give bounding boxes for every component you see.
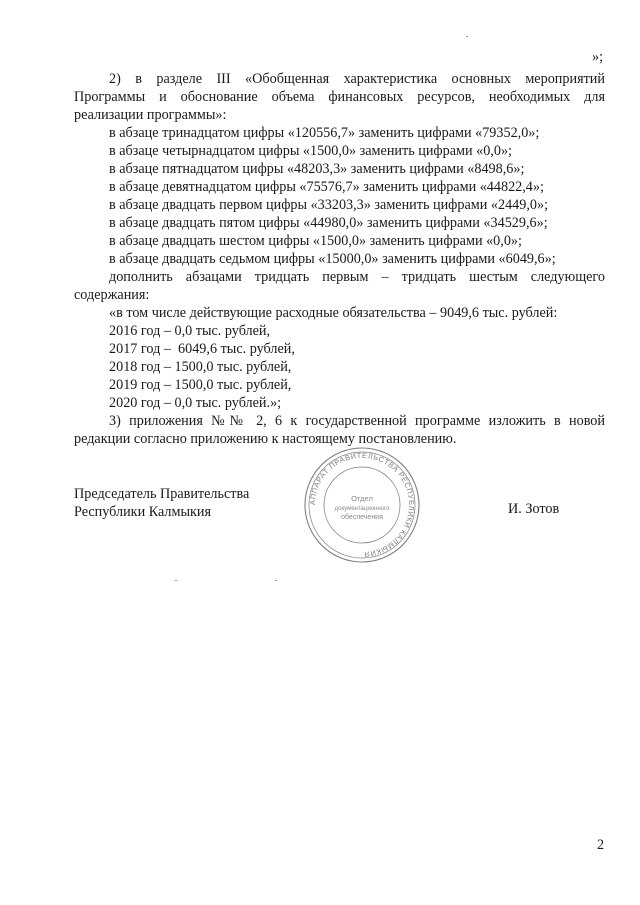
stamp-seal-graphic: [302, 445, 422, 565]
paragraph-line: в абзаце тринадцатом цифры «120556,7» заменить цифрами «79352,0»;: [109, 125, 540, 141]
paragraph-line: 2) в разделе III «Обобщенная характеристика основных мероприятий: [109, 71, 605, 87]
paragraph-line: 2018 год – 1500,0 тыс. рублей,: [109, 359, 292, 375]
paragraph-line: в абзаце двадцать седьмом цифры «15000,0» заменить цифрами «6049,6»;: [109, 251, 556, 267]
scan-speck: [175, 580, 177, 581]
official-stamp: [302, 445, 422, 565]
paragraph-line: 2019 год – 1500,0 тыс. рублей,: [109, 377, 292, 393]
paragraph-line: редакции согласно приложению к настоящему постановлению.: [74, 431, 457, 447]
signatory-name: И. Зотов: [508, 501, 560, 517]
paragraph-line: в абзаце двадцать первом цифры «33203,3» заменить цифрами «2449,0»;: [109, 197, 549, 213]
paragraph-line: содержания:: [74, 287, 150, 303]
closing-quote: »;: [592, 49, 604, 65]
paragraph-line: в абзаце двадцать пятом цифры «44980,0» заменить цифрами «34529,6»;: [109, 215, 548, 231]
signatory-title: Председатель Правительства: [74, 486, 250, 502]
paragraph-line: реализации программы»:: [74, 107, 227, 123]
svg-text:АППАРАТ ПРАВИТЕЛЬСТВА РЕСПУБЛИ: АППАРАТ ПРАВИТЕЛЬСТВА РЕСПУБЛИКИ КАЛМЫКИЯ: [307, 450, 417, 560]
paragraph-line: 3) приложения №№ 2, 6 к государственной программе изложить в новой: [109, 413, 605, 429]
scan-speck: [466, 36, 468, 37]
paragraph-line: в абзаце пятнадцатом цифры «48203,3» заменить цифрами «8498,6»;: [109, 161, 525, 177]
paragraph-line: в абзаце четырнадцатом цифры «1500,0» заменить цифрами «0,0»;: [109, 143, 512, 159]
paragraph-line: 2020 год – 0,0 тыс. рублей.»;: [109, 395, 282, 411]
paragraph-line: дополнить абзацами тридцать первым – тридцать шестым следующего: [109, 269, 605, 285]
page-number: 2: [597, 837, 605, 853]
paragraph-line: «в том числе действующие расходные обязательства – 9049,6 тыс. рублей:: [109, 305, 558, 321]
svg-text:обеспечения: обеспечения: [341, 514, 383, 521]
scan-speck: [275, 580, 277, 581]
paragraph-line: в абзаце двадцать шестом цифры «1500,0» заменить цифрами «0,0»;: [109, 233, 522, 249]
paragraph-line: в абзаце девятнадцатом цифры «75576,7» заменить цифрами «44822,4»;: [109, 179, 544, 195]
paragraph-line: 2016 год – 0,0 тыс. рублей,: [109, 323, 271, 339]
signatory-title: Республики Калмыкия: [74, 504, 212, 520]
paragraph-line: 2017 год – 6049,6 тыс. рублей,: [109, 341, 295, 357]
svg-text:документационного: документационного: [334, 506, 390, 512]
paragraph-line: Программы и обоснование объема финансовых ресурсов, необходимых для: [74, 89, 605, 105]
svg-text:Отдел: Отдел: [351, 494, 373, 503]
